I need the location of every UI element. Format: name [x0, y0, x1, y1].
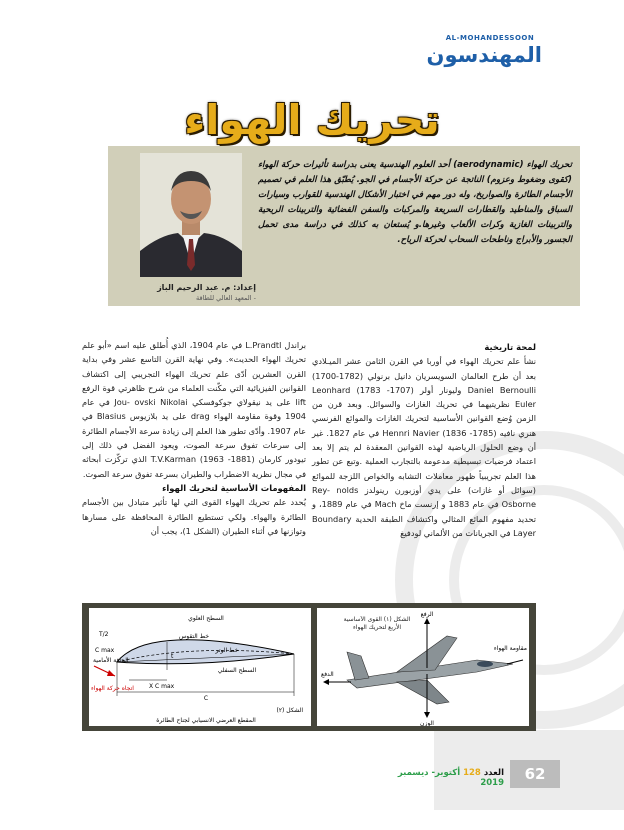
- figure2-caption-number: الشكل (٢): [276, 707, 303, 714]
- page-number: 62: [510, 760, 560, 788]
- author-photo: [140, 153, 242, 277]
- airfoil-figure: [89, 608, 311, 726]
- history-heading: لمحة تاريخية: [484, 342, 536, 352]
- issue-date: أكتوبر- ديسمبر 2019: [397, 768, 504, 788]
- label-leading-edge: الحافة الأمامية: [93, 657, 129, 664]
- magazine-logo: [426, 34, 542, 68]
- label-weight: الوزن: [420, 720, 434, 726]
- label-t: t: [171, 653, 174, 660]
- figure-frame: [82, 603, 536, 731]
- logo-arabic-text: المهندسون: [426, 43, 542, 67]
- forces-figure: [317, 608, 529, 726]
- continuation-text: براندل L.Prandtl في عام 1904، الذي أُطلق عليه اسم «أبو علم تحريك الهواء الحديث». وفي نهاية القرن التاسع عشر وفي بداية القرن العشرين أدّى علم تحريك الهواء التجريبي إلى اكتشاف القوانين الفيزيائية التي مكّنت العلماء من شرح ظاهرتي قوة الرفع lift على يد نيقولاي جوكوفسكي Jou- ovski Nikolai في عام 1904 وقوة مقاومة الهواء drag على يد بلازيوس Blasius في عام 1907. وأدّى تطور هذا العلم إلى زيادة سرعة الأجسام الطائرة إلى سرعات تفوق سرعة الصوت، ويعود الفضل في ذلك إلى تيودور كارمان (1881- 1963) T.V.Karman الذي تركّزت أبحاثه في مجال نظرية الاضطراب والطيران بسرعة تفوق سرعة الصوت.: [81, 340, 306, 479]
- issue-label: العدد: [483, 768, 504, 778]
- label-drag: مقاومة الهواء: [493, 645, 527, 652]
- issue-number: 128: [463, 768, 481, 778]
- label-lower-surface: السطح السفلي: [217, 667, 257, 674]
- label-chord-line: خط الوتر: [215, 647, 239, 654]
- label-thrust: الدفع: [321, 671, 334, 678]
- column-left: [82, 338, 306, 538]
- label-c: C: [203, 695, 209, 702]
- figure2-caption-title: المقطع العرضي الانسيابي لجناح الطائرة: [156, 717, 256, 724]
- logo-latin-text: AL-MOHANDESSOON: [445, 34, 535, 42]
- label-t2: T/2: [99, 631, 109, 638]
- label-cmax: C max: [95, 647, 115, 654]
- history-text: نشأ علم تحريك الهواء في أوربا في القرن الثامن عشر الميـلادي بعد أن طرح العالمان السويسريان دانيل برنولي (1782-1700) Daniel Bernoulli وليونار أولر (1707- 1783) Leonhard Euler نظريتيهما في تحريك الغازات والسوائل. وبعد قرن من الزمن وُضع القوانين الأساسية لتحريك الغازات والموائع الفرنسي هنري نافيه (1785- 1836) Hennri Navier في عام 1827. غير أن وضع الحلول الرياضية لهذه القوانين المعقدة لم يتم إلا بعد اعتماد فرضيات تبسيطية مدعومة بالتجارب العملية .وتبع عن تطور هذا العلم تجريبياً ظهور معاملات التشابه والخواص اللزجة للموائع (سوائل أو غازات) على يدي أوزبورن رينولدز Rey- nolds Osborne في عام 1883 و إرنست ماخ Mach في عام 1889، و تحديد مفهوم المائع المثالي واكتشاف الطبقة الحدية Boundary Layer في الجريانات من الألماني لودفيغ: [312, 356, 537, 538]
- issue-info: [392, 768, 504, 788]
- column-right: [312, 340, 536, 540]
- intro-paragraph: تحريك الهواء (aerodynamic) أحد العلوم الهندسية يعنى بدراسة تأثيرات حركة الهواء (كقوى وضغوط وعزوم) الناتجة عن حركة الأجسام في الجو. يُطبّق هذا العلم في تصميم الأجسام الطائرة والصواريخ، وله دور مهم في اختبار الأشكال الهندسية للقوارب وسيارات السباق والمناطيد والقطارات السريعة والمركبات والسفن الفضائية والتربينات الريحية والتربينات الغازية وكرات الألعاب وغيرها.و يُستعان به كذلك في دراسة مدى تحمل الجسور والأبراج وناطحات السحاب لحركة الرياح.: [258, 160, 572, 245]
- article-title: تحريك الهواء: [184, 96, 440, 144]
- label-xcmax: X C max: [149, 683, 175, 690]
- author-role: - المعهد العالي للطاقة: [196, 294, 256, 302]
- label-flow-direction: اتجاه حركة الهواء: [91, 685, 134, 692]
- label-lift: الرفع: [420, 611, 434, 618]
- concepts-text: يُحدد علم تحريك الهواء القوى التي لها تأثير متبادل بين الأجسام الطائرة والهواء. ولكي تستطيع الطائرة المحافظة على مسارها وتوازنها في أثناء الطيران (الشكل 1)، يجب أن: [82, 497, 306, 536]
- concepts-heading: المفهومات الأساسية لتحريك الهواء: [162, 482, 306, 493]
- label-camber-line: خط التقوس: [178, 633, 210, 640]
- author-credit: [128, 283, 256, 302]
- figure1-caption: الشكل (١) القوى الأساسية الأربع لتحريك الهواء: [343, 616, 411, 631]
- author-name: إعداد: م. عبد الرحيم الباز: [157, 283, 256, 292]
- label-upper-surface: السطح العلوي: [188, 615, 224, 622]
